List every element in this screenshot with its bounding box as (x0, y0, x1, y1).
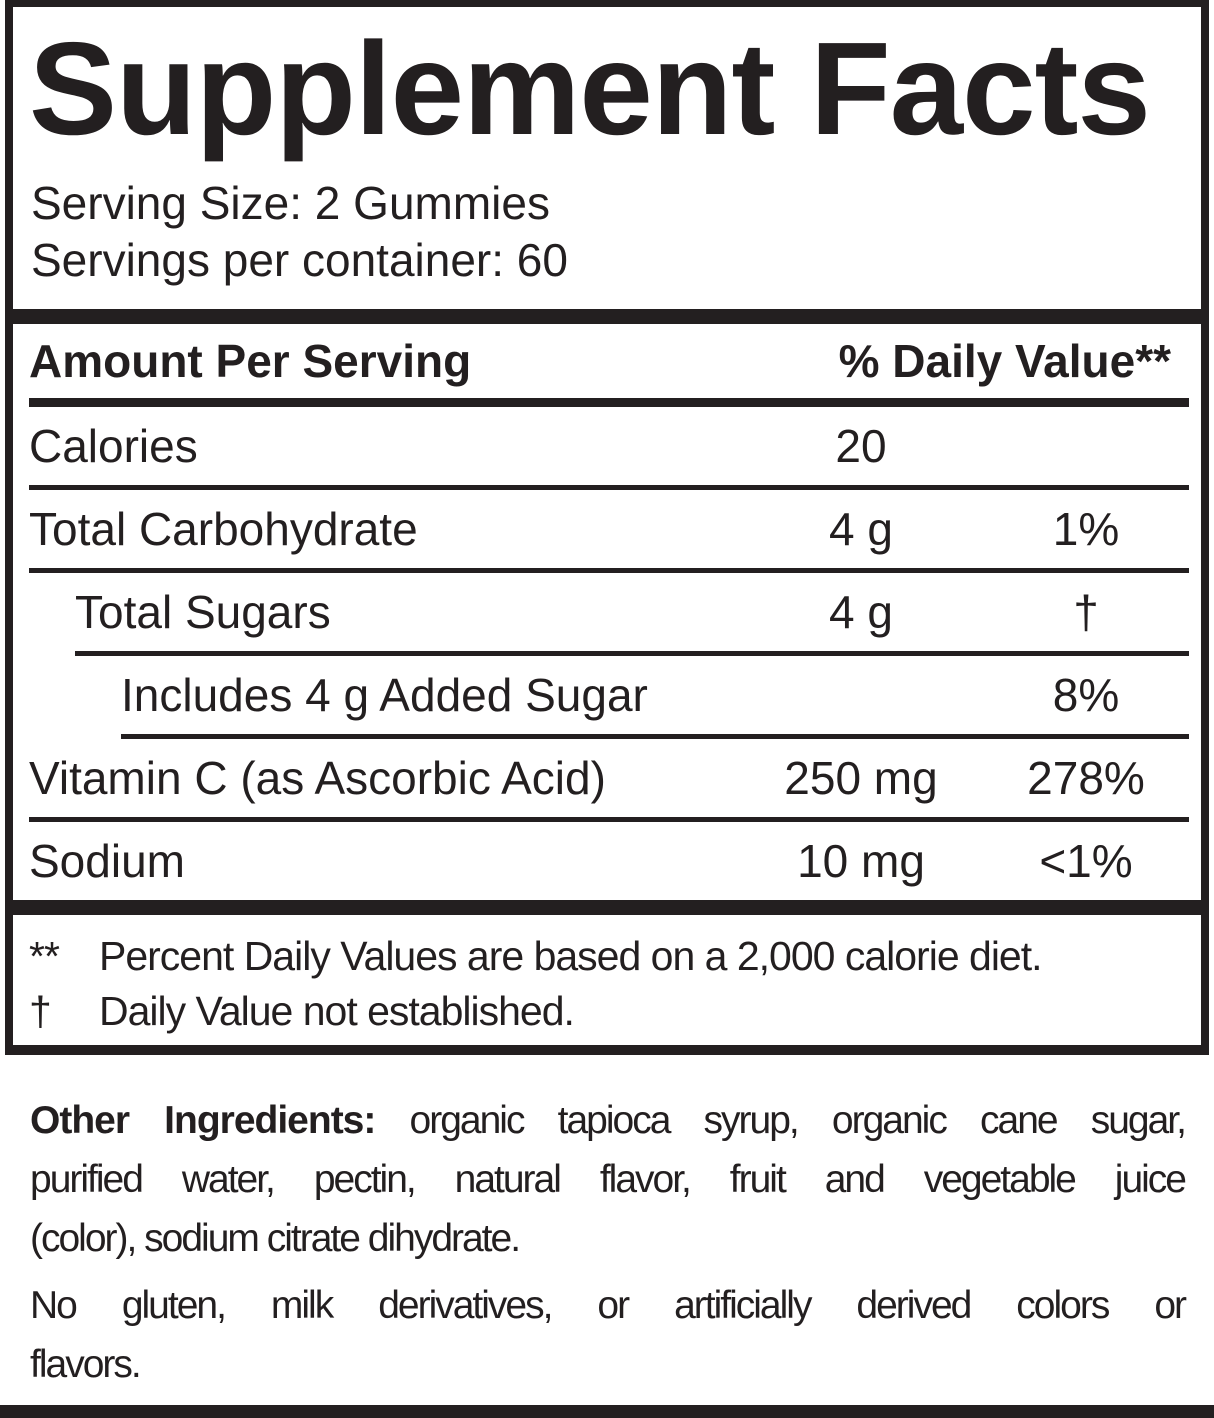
nutrient-row (13, 573, 1201, 651)
bottom-bar (0, 1405, 1214, 1418)
other-ingredients-label: Other Ingredients: (30, 1099, 376, 1142)
nutrient-rows (13, 407, 1201, 900)
footnote (29, 929, 1185, 984)
nutrient-row (13, 822, 1201, 900)
footnote (29, 984, 1185, 1039)
daily-value-header: % Daily Value** (838, 335, 1171, 387)
nutrient-name: Includes 4 g Added Sugar (121, 669, 648, 721)
facts-title: Supplement Facts (29, 15, 1150, 162)
ingredient-text: organic tapioca syrup, organic cane sugar, (409, 1099, 1185, 1142)
header-rule (29, 398, 1189, 407)
nutrient-dv: <1% (1039, 835, 1133, 887)
other-ingredients-paragraph (30, 1091, 1185, 1268)
footnotes (13, 915, 1201, 1045)
nutrient-dv: 8% (1052, 669, 1120, 721)
nutrient-row (13, 739, 1201, 817)
nutrient-dv: † (1073, 586, 1099, 638)
footnote-text: Percent Daily Values are based on a 2,000 calorie diet. (99, 933, 1042, 979)
nutrient-amount: 250 mg (784, 752, 938, 804)
nutrient-name: Calories (29, 420, 198, 472)
nutrient-name: Total Carbohydrate (29, 503, 418, 555)
serving-info (13, 175, 1201, 289)
ingredient-line (30, 1091, 1185, 1150)
amount-per-serving-header: Amount Per Serving (29, 335, 472, 387)
nutrient-amount: 4 g (829, 503, 893, 555)
ingredient-line: purified water, pectin, natural flavor, fruit and vegetable juice (30, 1158, 1185, 1201)
facts-box (5, 0, 1209, 1055)
nutrient-name: Total Sugars (75, 586, 331, 638)
nutrient-name: Vitamin C (as Ascorbic Acid) (29, 752, 606, 804)
footnote-symbol: † (29, 988, 51, 1034)
servings-per-container: Servings per container: 60 (31, 234, 568, 286)
table-header (13, 324, 1201, 398)
footnote-text: Daily Value not established. (99, 988, 574, 1034)
allergen-statement-paragraph (30, 1276, 1185, 1394)
nutrient-row (13, 656, 1201, 734)
thick-separator-bar-top (13, 309, 1201, 324)
allergen-line: flavors. (30, 1343, 140, 1386)
nutrient-dv: 278% (1027, 752, 1145, 804)
nutrient-row (13, 407, 1201, 485)
serving-size: Serving Size: 2 Gummies (31, 177, 550, 229)
allergen-line: No gluten, milk derivatives, or artificially derived colors or (30, 1284, 1185, 1327)
nutrient-amount: 4 g (829, 586, 893, 638)
nutrient-dv: 1% (1052, 503, 1120, 555)
nutrient-amount: 20 (835, 420, 887, 472)
footnote-symbol: ** (29, 933, 59, 979)
nutrient-row (13, 490, 1201, 568)
nutrient-name: Sodium (29, 835, 185, 887)
nutrient-amount: 10 mg (797, 835, 925, 887)
ingredient-line: (color), sodium citrate dihydrate. (30, 1217, 520, 1260)
thick-separator-bar-bottom (13, 900, 1201, 915)
